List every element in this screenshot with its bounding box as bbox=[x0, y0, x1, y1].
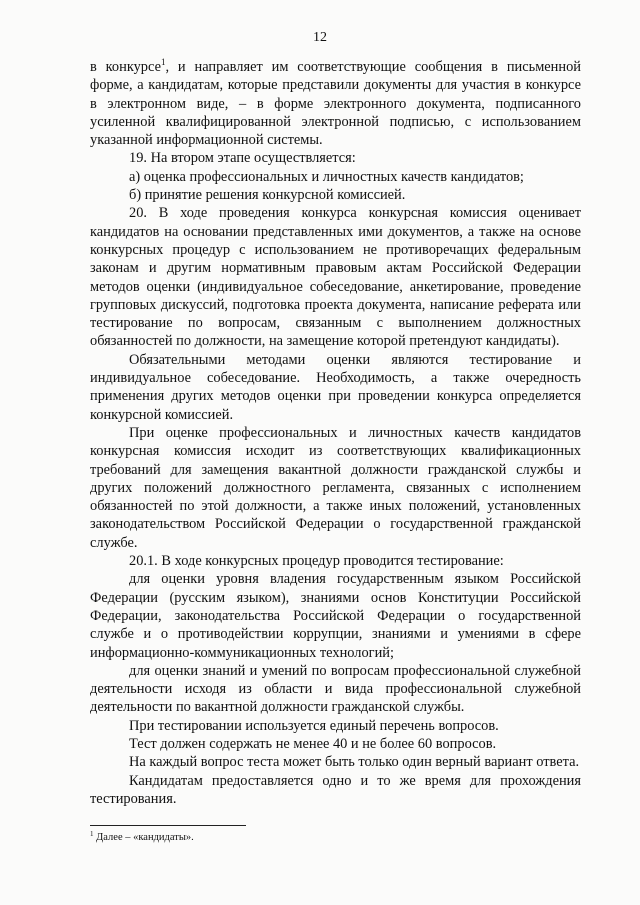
paragraph-mandatory-methods: Обязательными методами оценки являются тестирование и индивидуальное собеседование. Необходимость, а также очередность применения других методов оценки при проведении конкурса определяется конкурсной комиссией. bbox=[90, 351, 581, 423]
paragraph-testing-purpose-2: для оценки знаний и умений по вопросам профессиональной служебной деятельности исходя из области и вида профессиональной служебной деятельности по вакантной должности гражданской службы. bbox=[90, 662, 581, 716]
page-number: 12 bbox=[313, 30, 327, 45]
paragraph-single-answer: На каждый вопрос теста может быть только один верный вариант ответа. bbox=[129, 754, 580, 771]
paragraph-clause-20: 20. В ходе проведения конкурса конкурсная комиссия оценивает кандидатов на основании представленных ими документов, а также на основе конкурсных процедур с использованием не противоречащих федеральным законам и другим нормативным правовым актам Российской Федерации методов оценки (индивидуальное собеседование, анкетирование, проведение групповых дискуссий, подготовка проекта документа, написание реферата или тестирование по вопросам, связанным с выполнением должностных обязанностей по должности, на замещение которой претендуют кандидаты). bbox=[90, 205, 581, 350]
footnote-divider bbox=[90, 825, 246, 826]
paragraph-text: в конкурсе bbox=[90, 59, 161, 75]
paragraph-text: , и направляет им соответствующие сообщения в письменной форме, а кандидатам, которые представили документы для участия в конкурсе в электронном виде, – в форме электронного документа, подписанного усиленной квалифицированной электронной подписью, с использованием указанной информационной системы. bbox=[90, 59, 581, 149]
paragraph-question-list: При тестировании используется единый перечень вопросов. bbox=[129, 717, 499, 734]
paragraph-continuation bbox=[90, 58, 581, 149]
paragraph-clause-20-1: 20.1. В ходе конкурсных процедур проводится тестирование: bbox=[129, 553, 504, 570]
paragraph-question-count: Тест должен содержать не менее 40 и не более 60 вопросов. bbox=[129, 735, 497, 752]
paragraph-clause-19: 19. На втором этапе осуществляется: bbox=[129, 150, 356, 167]
document-body bbox=[90, 58, 581, 808]
footnote-marker: 1 bbox=[90, 830, 94, 838]
footnote-reference: 1 bbox=[160, 57, 166, 67]
paragraph-equal-time: Кандидатам предоставляется одно и то же время для прохождения тестирования. bbox=[90, 772, 581, 807]
paragraph-testing-purpose-1: для оценки уровня владения государственным языком Российской Федерации (русским языком), знаниями основ Конституции Российской Федерации, законодательства Российской Федерации о государственной службе и о противодействии коррупции, знаниями и умениями в сфере информационно-коммуникационных технологий; bbox=[90, 571, 581, 661]
footnote bbox=[90, 831, 194, 844]
paragraph-list-item-b: б) принятие решения конкурсной комиссией. bbox=[129, 187, 406, 204]
paragraph-list-item-a: а) оценка профессиональных и личностных качеств кандидатов; bbox=[129, 168, 524, 185]
footnote-text: Далее – «кандидаты». bbox=[93, 832, 194, 843]
paragraph-assessment-criteria: При оценке профессиональных и личностных качеств кандидатов конкурсная комиссия исходит из соответствующих квалификационных требований для замещения вакантной должности гражданской службы и других положений должностного регламента, связанных с исполнением обязанностей по этой должности, а также иных положений, установленных законодательством Российской Федерации о государственной гражданской службе. bbox=[90, 424, 581, 551]
